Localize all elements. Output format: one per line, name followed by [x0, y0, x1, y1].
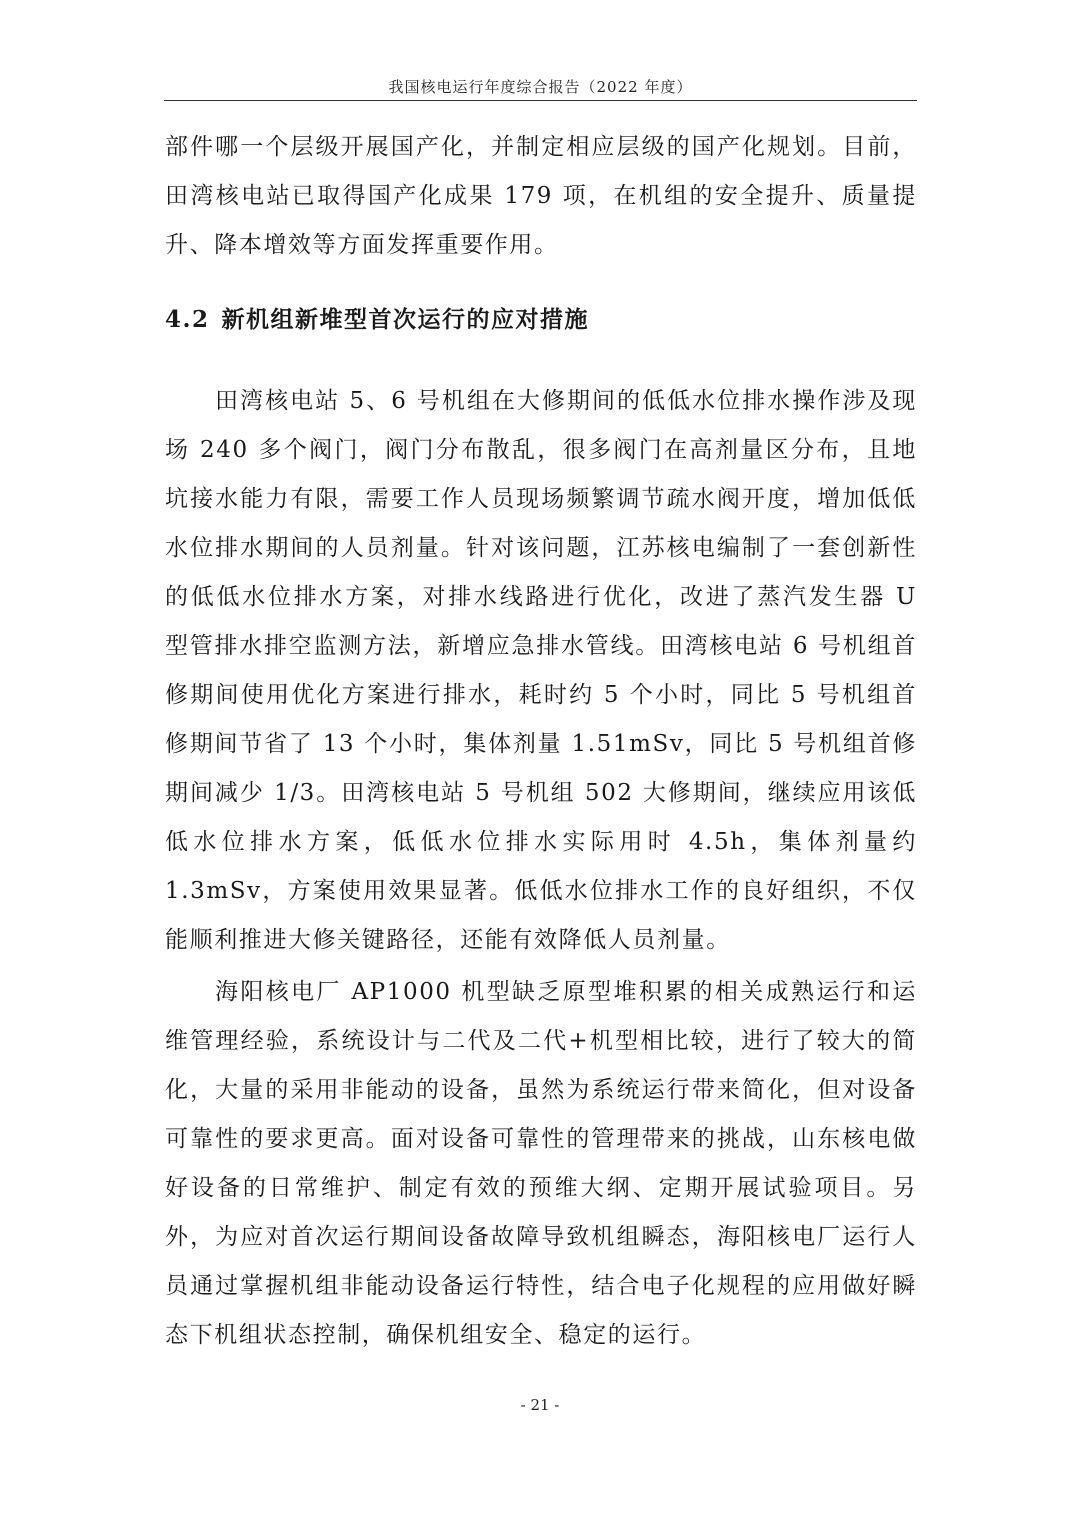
section-heading [165, 300, 917, 340]
paragraph-haiyang-ap1000: 海阳核电厂 AP1000 机型缺乏原型堆积累的相关成熟运行和运维管理经验，系统设计与二代及二代+机型相比较，进行了较大的简化，大量的采用非能动的设备，虽然为系统运行带来简化，但对设备可靠性的要求更高。面对设备可靠性的管理带来的挑战，山东核电做好设备的日常维护、制定有效的预维大纲、定期开展试验项目。另外，为应对首次运行期间设备故障导致机组瞬态，海阳核电厂运行人员通过掌握机组非能动设备运行特性，结合电子化规程的应用做好瞬态下机组状态控制，确保机组安全、稳定的运行。 [165, 979, 917, 1348]
section-number: 4.2 [165, 306, 210, 333]
running-header: 我国核电运行年度综合报告（2022 年度） [388, 78, 693, 96]
paragraph-continued: 部件哪一个层级开展国产化，并制定相应层级的国产化规划。目前，田湾核电站已取得国产化成果 179 项，在机组的安全提升、质量提升、降本增效等方面发挥重要作用。 [165, 134, 917, 258]
header-divider [164, 100, 917, 101]
paragraph-tianwan-drainage: 田湾核电站 5、6 号机组在大修期间的低低水位排水操作涉及现场 240 多个阀门，阀门分布散乱，很多阀门在高剂量区分布，且地坑接水能力有限，需要工作人员现场频繁调节疏水阀开度，增加低低水位排水期间的人员剂量。针对该问题，江苏核电编制了一套创新性的低低水位排水方案，对排水线路进行优化，改进了蒸汽发生器 U 型管排水排空监测方法，新增应急排水管线。田湾核电站 6 号机组首修期间使用优化方案进行排水，耗时约 5 个小时，同比 5 号机组首修期间节省了 13 个小时，集体剂量 1.51mSv，同比 5 号机组首修期间减少 1/3。田湾核电站 5 号机组 502 大修期间，继续应用该低低水位排水方案，低低水位排水实际用时 4.5h，集体剂量约 1.3mSv，方案使用效果显著。低低水位排水工作的良好组织，不仅能顺利推进大修关键路径，还能有效降低人员剂量。 [165, 388, 917, 953]
section-title-text: 新机组新堆型首次运行的应对措施 [221, 306, 590, 333]
page-number: - 21 - [520, 1396, 560, 1414]
